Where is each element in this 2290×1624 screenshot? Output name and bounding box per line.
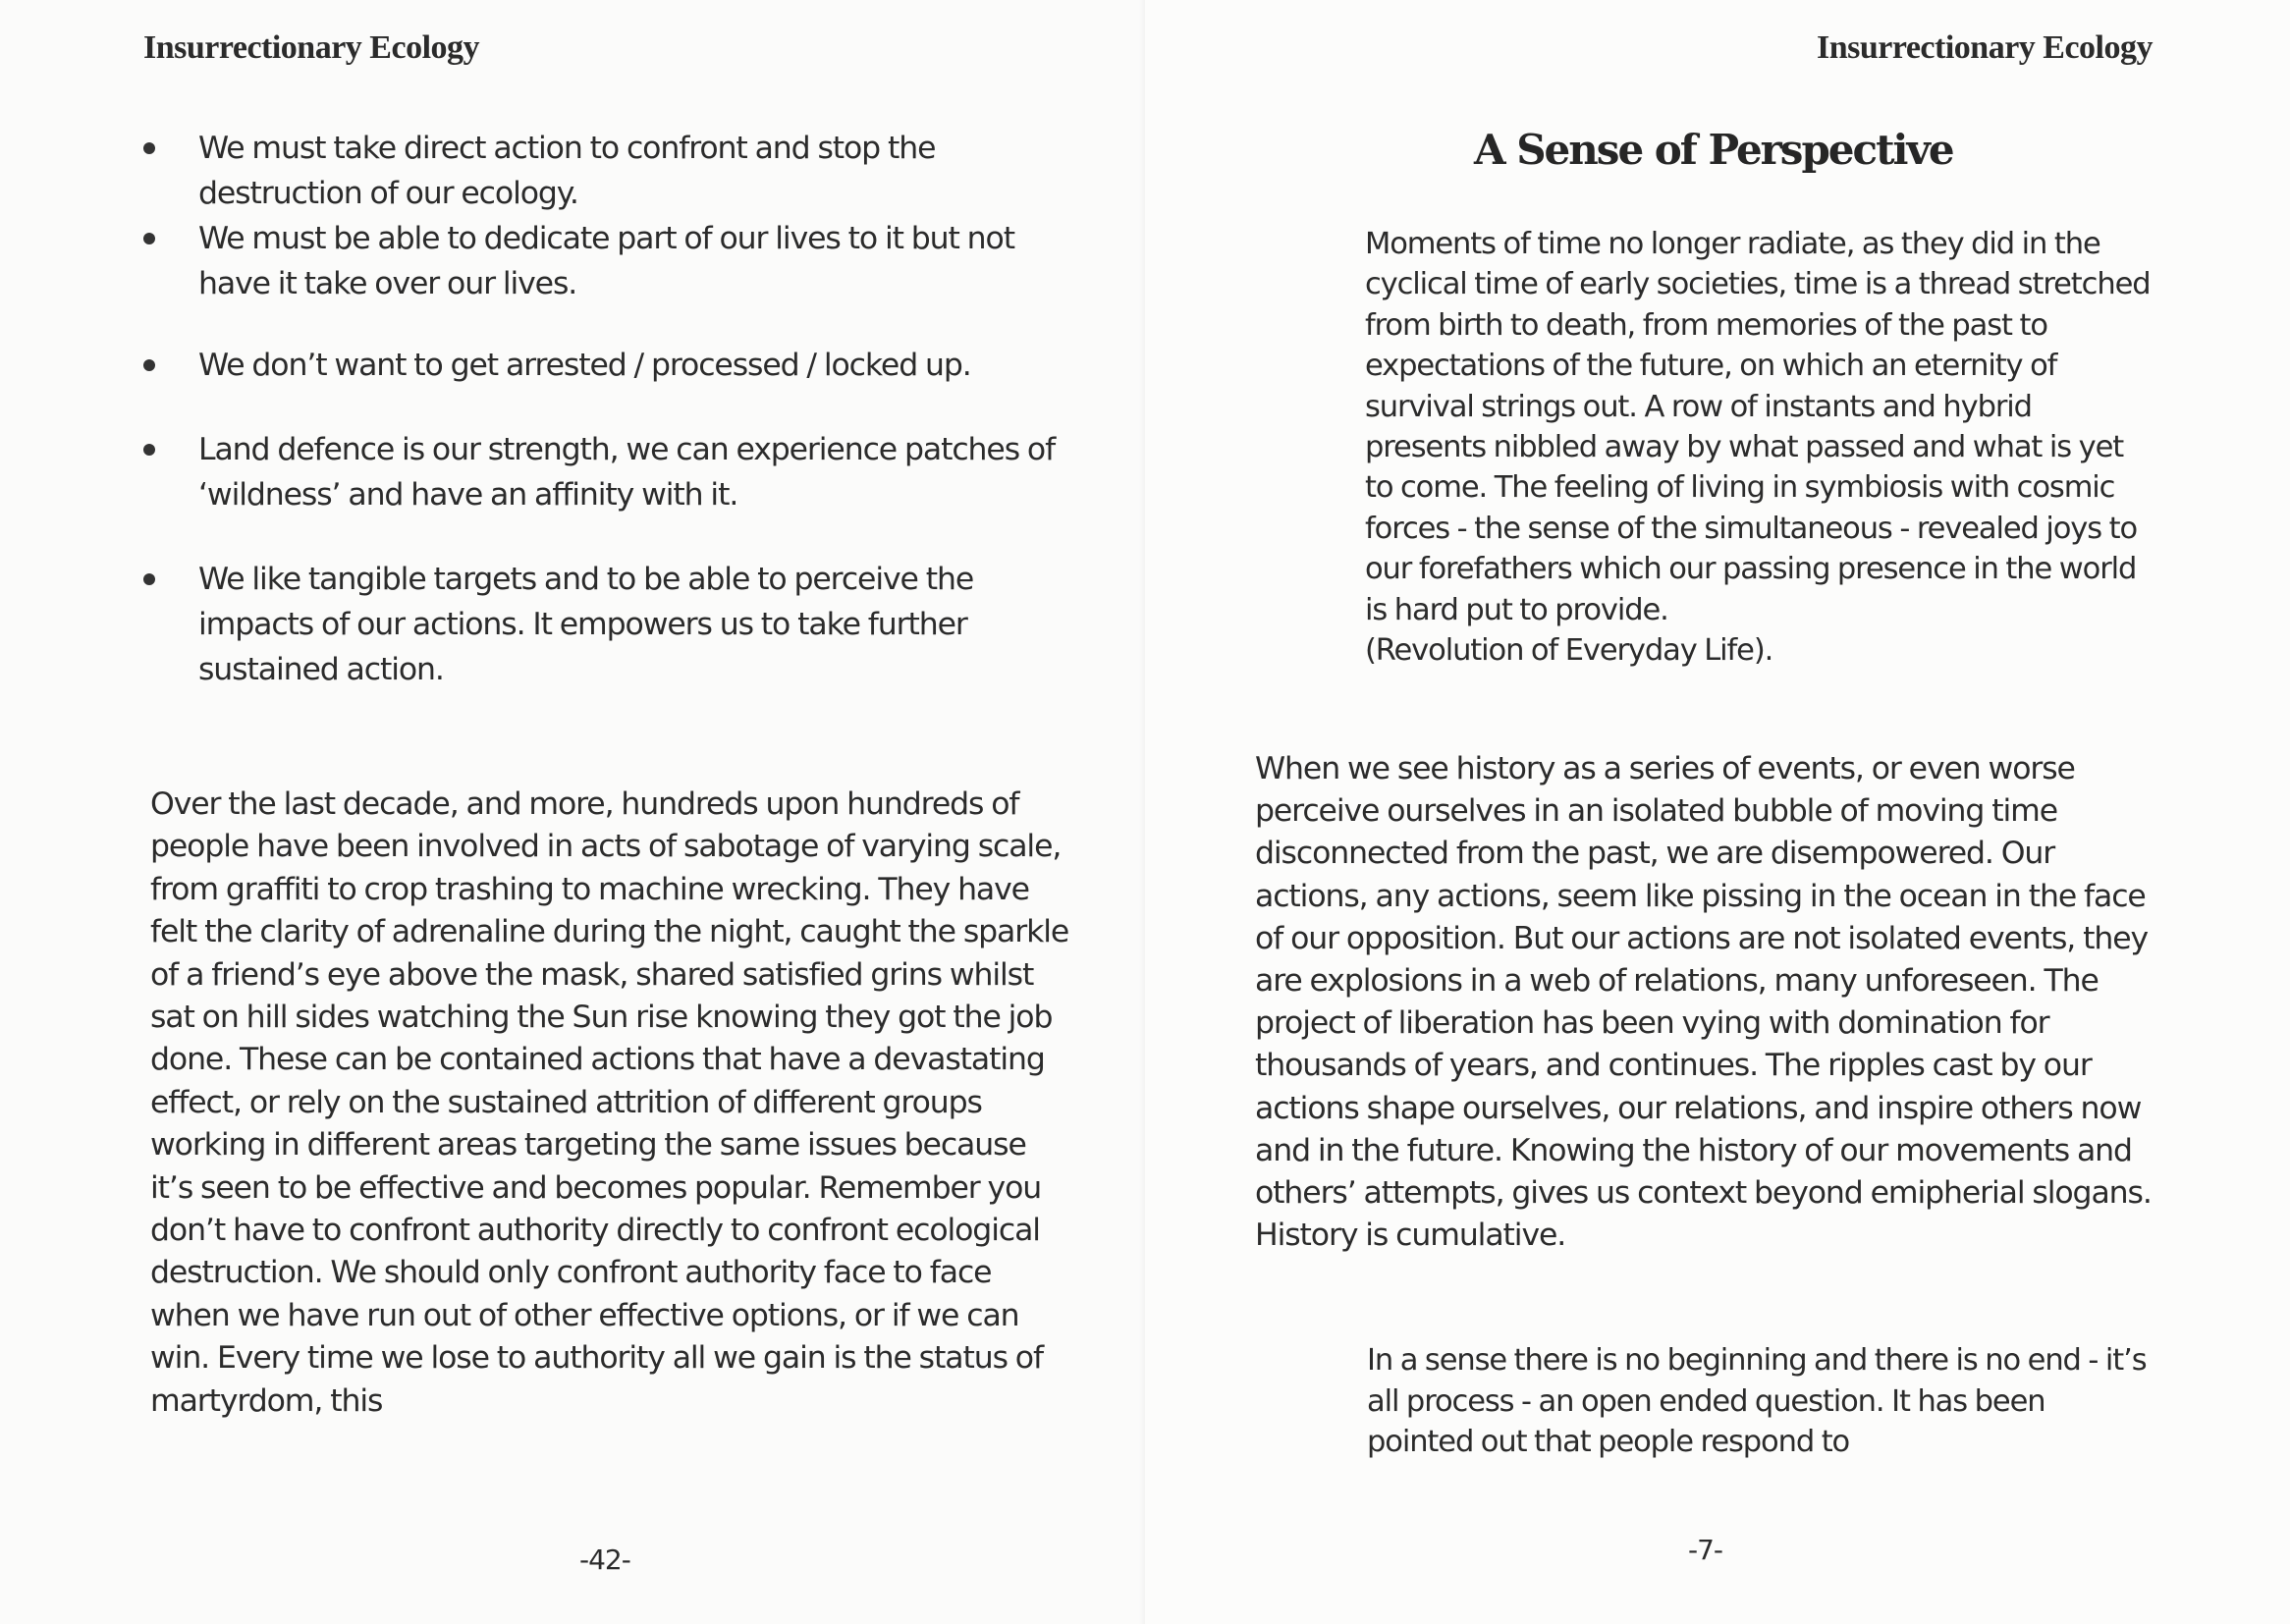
bullet-text: We must be able to dedicate part of our lives to it but not have it take over our lives. <box>198 221 1014 301</box>
page-number: -7- <box>1688 1534 1723 1566</box>
running-head: Insurrectionary Ecology <box>1816 29 2153 66</box>
bullet-text: We like tangible targets and to be able to perceive the impacts of our actions. It empowers us to take further sustained action. <box>198 562 974 687</box>
bullet-item <box>143 557 1086 692</box>
body-paragraph: When we see history as a series of events, or even worse perceive ourselves in an isolated bubble of moving time disconnected from the past, we are disempowered. Our actions, any actions, seem like pissing in the ocean in the face of our opposition. But our actions are not isolated events, they are explosions in a web of relations, many unforeseen. The project of liberation has been vying with domination for thousands of years, and continues. The ripples cast by our actions shape ourselves, our relations, and inspire others now and in the future. Knowing the history of our movements and others’ attempts, gives us context beyond emipherial slogans. History is cumulative. <box>1255 751 2152 1254</box>
page-number: -42- <box>579 1543 630 1576</box>
bullet-icon <box>143 444 155 456</box>
quote-source: (Revolution of Everyday Life). <box>1365 633 1773 669</box>
bullet-text: We must take direct action to confront and stop the destruction of our ecology. <box>198 131 936 211</box>
bullet-icon <box>143 142 155 154</box>
chapter-title: A Sense of Perspective <box>1474 126 1953 174</box>
running-head: Insurrectionary Ecology <box>143 29 480 66</box>
bullet-item <box>143 343 1086 388</box>
bullet-icon <box>143 573 155 585</box>
indented-paragraph: In a sense there is no beginning and there is no end - it’s all process - an open ended question. It has been pointed out that people respond to <box>1367 1343 2147 1459</box>
bullet-item <box>143 216 1086 306</box>
quote-text: Moments of time no longer radiate, as they did in the cyclical time of early societies, time is a thread stretched from birth to death, from memories of the past to expectations of the future, on which an eternity of survival strings out. A row of instants and hybrid presents nibbled away by what passed and what is yet to come. The feeling of living in symbiosis with cosmic forces - the sense of the simultaneous - revealed joys to our forefathers which our passing presence in the world is hard put to provide. <box>1365 227 2151 627</box>
bullet-text: Land defence is our strength, we can experience patches of ‘wildness’ and have an affinity with it. <box>198 432 1056 513</box>
right-page <box>1145 0 2290 1624</box>
bullet-item <box>143 427 1086 517</box>
body-paragraph: Over the last decade, and more, hundreds upon hundreds of people have been involved in acts of sabotage of varying scale, from graffiti to crop trashing to machine wrecking. They have felt the clarity of adrenaline during the night, caught the sparkle of a friend’s eye above the mask, shared satisfied grins whilst sat on hill sides watching the Sun rise knowing they got the job done. These can be contained actions that have a devastating effect, or rely on the sustained attrition of different groups working in different areas targeting the same issues because it’s seen to be effective and becomes popular. Remember you don’t have to confront authority directly to confront ecological destruction. We should only confront authority face to face when we have run out of other effective options, or if we can win. Every time we lose to authority all we gain is the status of martyrdom, this <box>150 786 1069 1419</box>
bullet-list <box>143 126 1086 692</box>
bullet-icon <box>143 233 155 244</box>
bullet-text: We don’t want to get arrested / processed / locked up. <box>198 348 971 383</box>
bullet-item <box>143 126 1086 216</box>
bullet-icon <box>143 359 155 371</box>
epigraph-quote <box>1365 224 2151 671</box>
